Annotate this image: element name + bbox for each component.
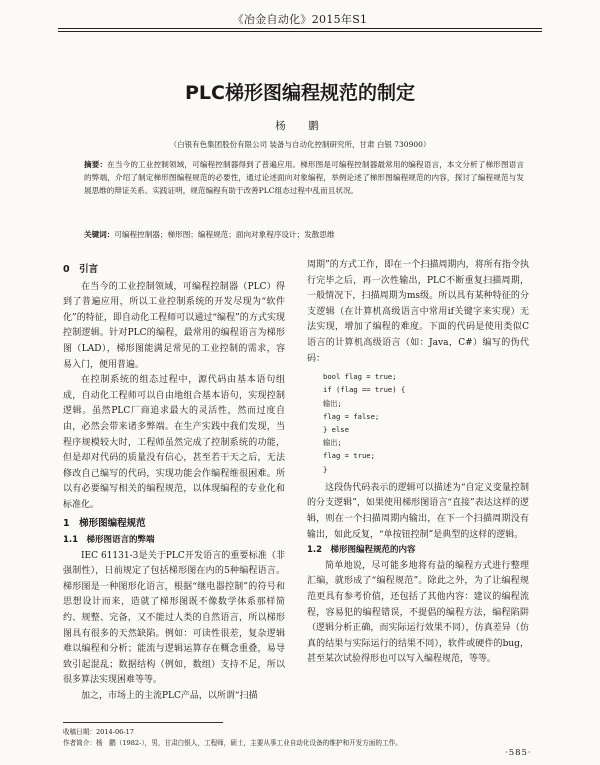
journal-header: 《冶金自动化》2015年S1: [232, 13, 368, 26]
paragraph: 在当今的工业控制领域，可编程控制器（PLC）得到了普遍应用，所以工业控制系统的开发尽现为“软件化”的特征，即自动化工程师可以通过“编程”的方式实现控制逻辑。针对PLC的编程，最常用的编程语言为梯形图（LAD），梯形图能满足常见的工业控制的需求，容易入门，便用普遍。: [63, 281, 285, 370]
code-line: }: [323, 464, 328, 474]
author-name: 杨 鹏: [275, 120, 325, 132]
code-line: flag = false;: [323, 411, 380, 421]
paragraph: 简单地说，尽可能多地将有益的编程方式进行整理汇编，就形成了“编程规范”。除此之外，为了让编程规范更具有参考价值，还包括了其他内容：建议的编程流程，容易犯的编程错误，不提倡的编程方法，编程陷阱（逻辑分析正确，而实际运行效果不同），仿真差异（仿真的结果与实际运行的结果不同），软件或硬件的bug，甚至某次试验得形也可以写入编程规范，等等。: [307, 560, 529, 665]
page-number: ·585·: [505, 748, 532, 758]
paragraph: 周期”的方式工作，即在一个扫描周期内，将所有指令执行完毕之后，再一次性输出，PLC不断重复扫描周期，一般情况下，扫描周期为ms级。所以具有某种特征的分支逻辑（在计算机高级语言中常用if关键字来实现）无法实现，增加了编程的难度。下面的代码是使用类似C语言的计算机高级语言（如：Java，C#）编写的伪代码：: [307, 260, 529, 364]
code-line: 输出;: [323, 398, 342, 408]
code-line: 输出;: [323, 438, 342, 448]
received-date: 收稿日期：2014-06-17: [63, 728, 134, 736]
right-column: [307, 258, 529, 668]
author-affiliation: （白银有色集团股份有限公司 装备与自动化控制研究所，甘肃 白银 730900）: [169, 140, 431, 149]
paragraph: IEC 61131-3是关于PLC开发语言的重要标准（非强制性），日前规定了包括梯形图在内的5种编程语言。梯形图是一种图形化语言，根据“继电器控制”的符号和思想设计而来，造就了梯形图既不像数学体系那样简约、规整、完备，又不能过人类的自然语言，所以梯形图具有很多的天然缺陷。例如：可读性很差，复杂逻辑难以编程和分析；能流与逻辑运算存在概念重叠，易导致引起混乱；数据结构（例如，数组）支持不足，所以很多算法实现困难等等。: [63, 550, 285, 686]
header-rule-thick: [58, 28, 542, 29]
paper-title: PLC梯形图编程规范的制定: [185, 82, 415, 104]
abstract-text: 在当今的工业控制领域，可编程控制器得到了普遍应用。梯形图是可编程控制器最常用的编程语言，本文分析了梯形图语言的弊端，介绍了制定梯形图编程规范的必要性，通过论述面向对象编程，举例论述了梯形图编程规范的内容，探讨了编程规范与发展思维的辩证关系。实践证明，规范编程有助于改善PLC组态过程中乱而且状况。: [84, 160, 525, 195]
code-line: bool flag = true;: [323, 372, 397, 382]
header-rule-thin: [58, 31, 542, 32]
keywords-text: 可编程控制器；梯形图；编程规范；面向对象程序设计；发散思维: [114, 230, 335, 239]
footnote-rule: [63, 722, 223, 723]
author-intro: 作者简介：杨 鹏（1982-），男，甘肃白银人，工程师，硕士，主要从事工业自动化设备的维护和开发方面的工作。: [63, 739, 402, 747]
paragraph: 加之，市场上的主流PLC产品，以所谓“扫描: [81, 691, 258, 702]
keywords-label: 关键词：: [84, 230, 115, 239]
code-line: if (flag == true) {: [323, 385, 406, 395]
paragraph: 这段伪代码表示的逻辑可以描述为“自定义变量控制的分支逻辑”，如果使用梯形图语言“直接”表达这样的逻辑，则在一个扫描周期内输出，在下一个扫描周期没有输出，如此反复，“单按钮控制”是典型的这样的逻辑。: [307, 482, 529, 540]
section-1-1-heading: 1.1 梯形图语言的弊端: [63, 535, 155, 546]
abstract: [84, 158, 524, 197]
keywords: [84, 228, 524, 241]
left-column: [63, 260, 285, 705]
paragraph: 在控制系统的组态过程中，源代码由基本语句组成，自动化工程师可以自由地组合基本语句，实现控制逻辑。虽然PLC厂商追求最大的灵活性，然而过度自由，必然会带来诸多弊端。在生产实践中我们发现，当程序规模较大时，工程师虽然完成了控制系统的功能，但是却对代码的质量没有信心，甚至若干天之后，无法修改自己编写的代码，实现功能会作编程维很困难。所以有必要编写相关的编程规范，以体现编程的专业化和标准化。: [63, 375, 285, 510]
section-1-heading: 1 梯形图编程规范: [63, 517, 146, 529]
abstract-label: 摘要：: [84, 160, 108, 169]
code-line: } else: [323, 424, 349, 434]
section-1-2-heading: 1.2 梯形图编程规范的内容: [307, 545, 416, 556]
pseudo-code-block: [323, 370, 529, 476]
footnotes: [63, 727, 533, 749]
code-line: flag = true;: [323, 451, 375, 461]
section-0-heading: 0 引言: [63, 264, 99, 275]
